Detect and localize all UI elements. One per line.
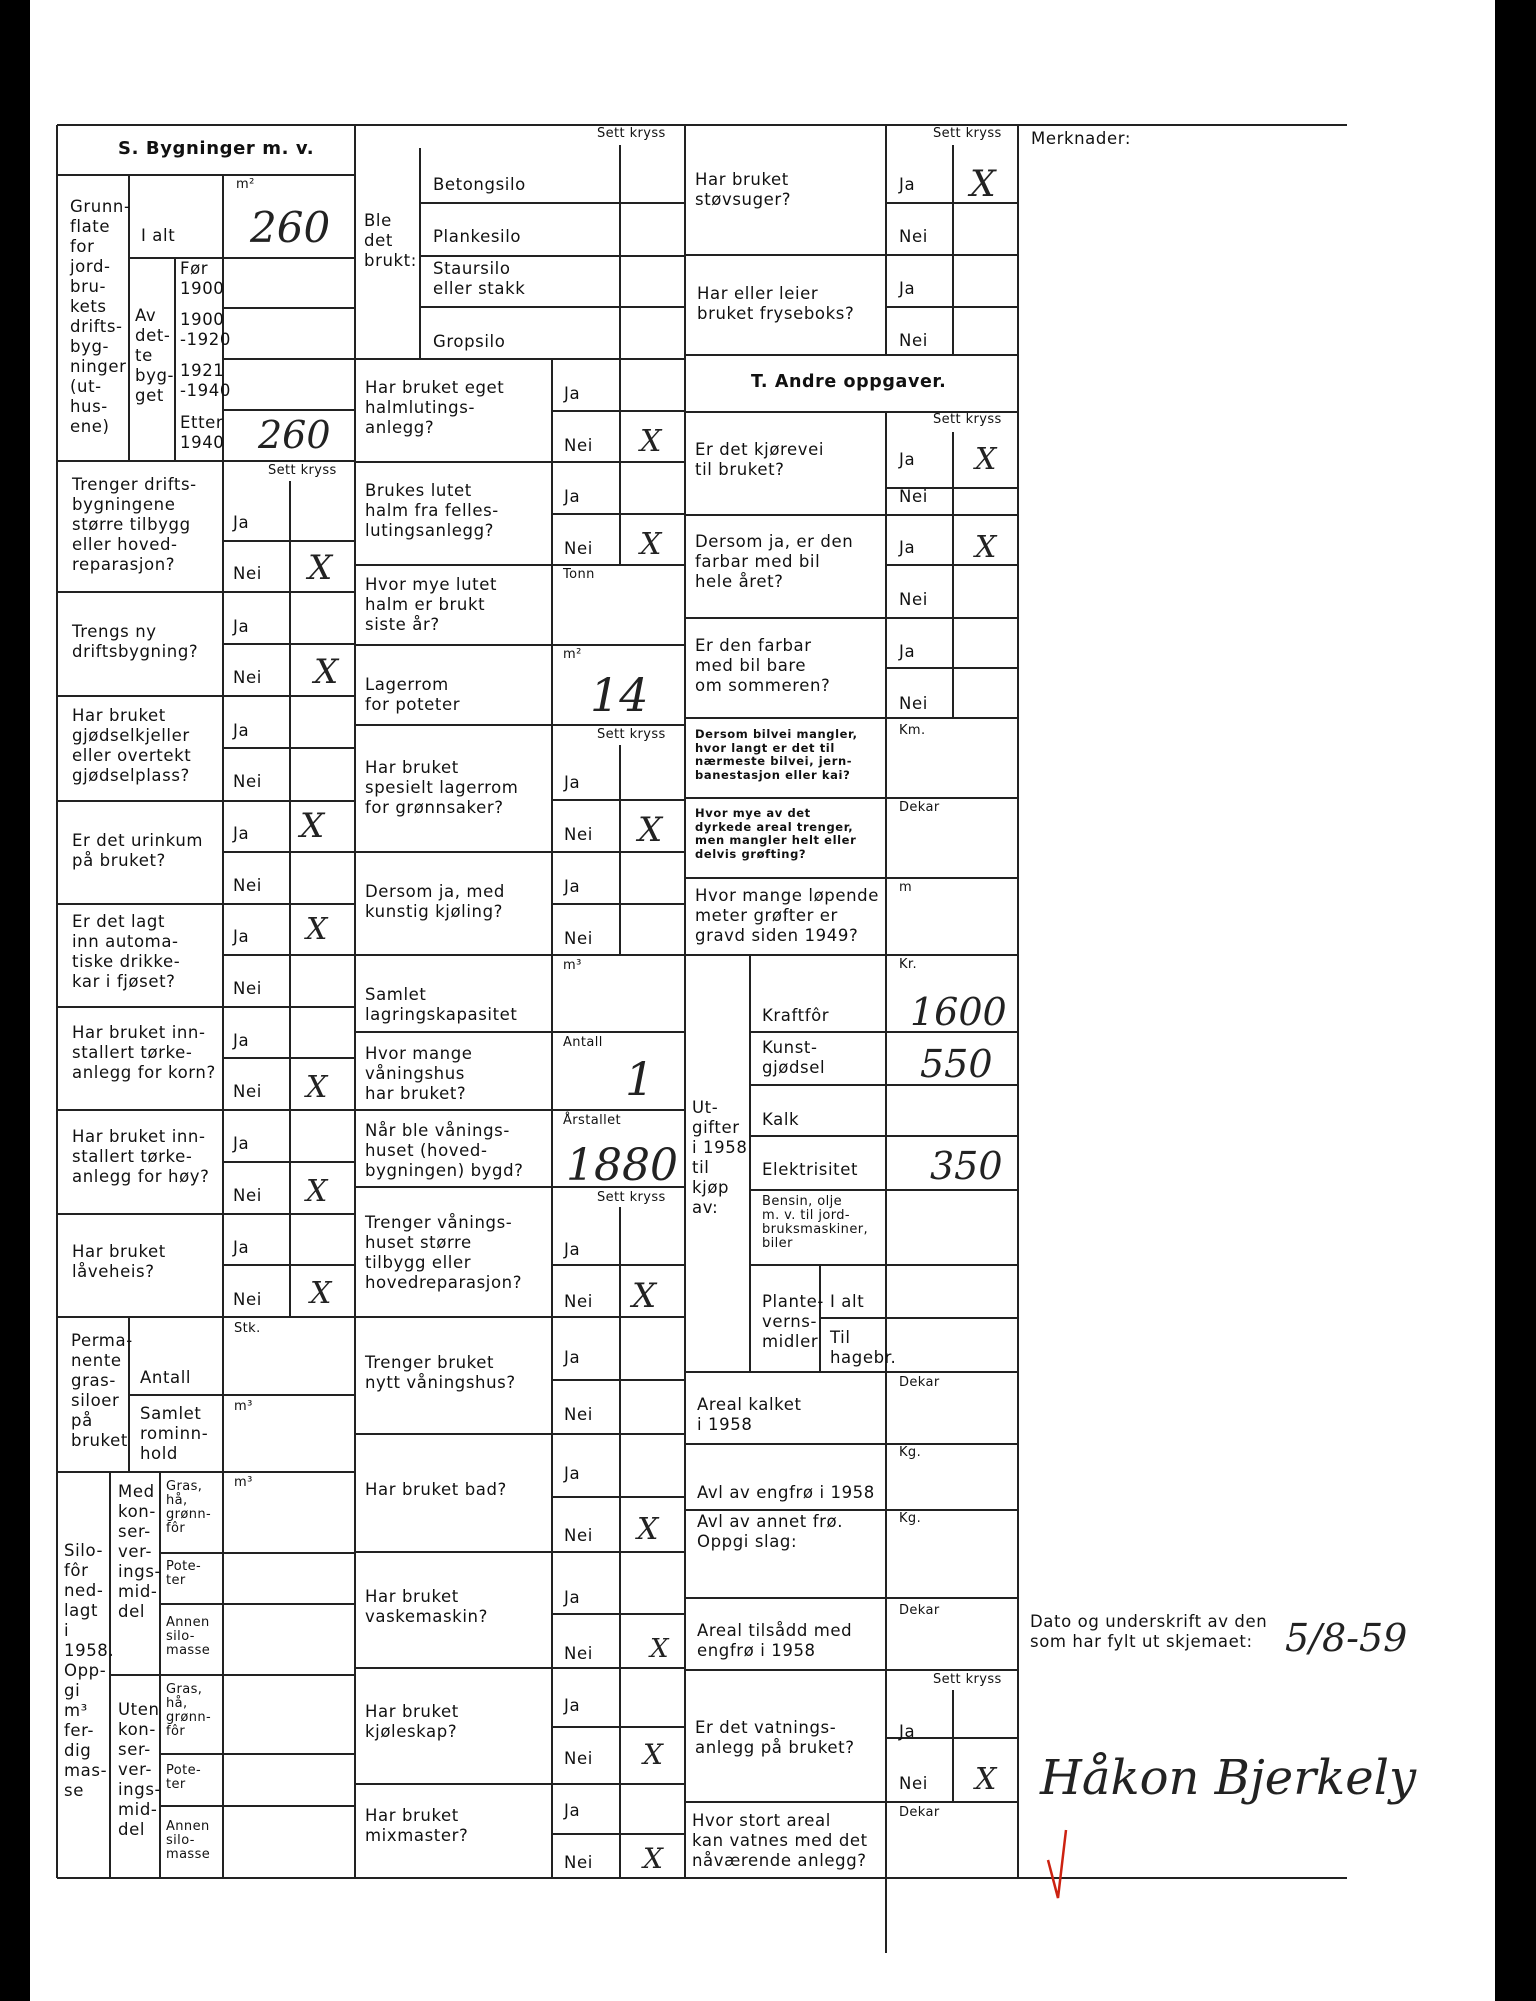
i-alt-value: 260: [250, 203, 331, 252]
q-vatnes-areal: Hvor stort areal kan vatnes med det nåværende anlegg?: [692, 1811, 868, 1870]
mark-x: X: [975, 1762, 997, 1797]
nei-label: Nei: [564, 1292, 593, 1311]
merknader-label: Merknader:: [1031, 129, 1131, 148]
mark-x: X: [308, 548, 333, 588]
ja-label: Ja: [233, 1238, 250, 1257]
q-tilsaadd: Areal tilsådd med engfrø i 1958: [697, 1621, 853, 1660]
sett-kryss-r: Sett kryss: [933, 126, 1002, 141]
nei-label: Nei: [233, 772, 262, 791]
section-s-title: S. Bygninger m. v.: [118, 138, 315, 159]
nei-label: Nei: [564, 1405, 593, 1424]
bygd-value: 1880: [566, 1140, 678, 1191]
q-nytt-vaningshus: Trenger bruket nytt våningshus?: [365, 1353, 516, 1392]
utgifter-label: Ut- gifter i 1958 til kjøp av:: [692, 1098, 748, 1217]
ble-det-brukt: Ble det brukt:: [364, 211, 417, 270]
i-alt-label: I alt: [141, 226, 176, 245]
ja-label: Ja: [233, 1134, 250, 1153]
q-stovsuger: Har bruket støvsuger?: [695, 170, 792, 209]
nei-label: Nei: [233, 1290, 262, 1309]
row-poteter: Pote- ter: [166, 1763, 202, 1792]
q-drifts-tilbygg: Trenger drifts- bygningene større tilbygg eller hoved- reparasjon?: [72, 475, 197, 574]
kalk-label: Kalk: [762, 1110, 800, 1129]
uten-konservering: Uten kon- ser- ver- ings- mid- del: [118, 1700, 162, 1839]
grunnflate-unit: m²: [236, 177, 255, 192]
ja-label: Ja: [233, 824, 250, 843]
q-torke-korn: Har bruket inn- stallert tørke- anlegg for korn?: [72, 1023, 216, 1082]
row-gras: Gras, hå, grønn- fôr: [166, 1479, 212, 1536]
q-laveheis: Har bruket låveheis?: [72, 1242, 166, 1281]
period-1921-1940: 1921 -1940: [180, 361, 231, 400]
sett-kryss-s: Sett kryss: [268, 463, 337, 478]
mark-x: X: [638, 810, 663, 850]
period-etter-1940: Etter 1940: [180, 413, 225, 452]
q-vaningshus-bygd: Når ble vånings- huset (hoved- bygningen) bygd?: [365, 1121, 524, 1180]
q-bilvei-mangler: Dersom bilvei mangler, hvor langt er det til nærmeste bilvei, jern- banestasjon eller kai?: [695, 727, 858, 782]
mark-x: X: [643, 1738, 663, 1771]
vaningshus-value: 1: [625, 1052, 655, 1106]
q-vaningshus-tilbygg: Trenger vånings- huset større tilbygg eller hovedreparasjon?: [365, 1213, 523, 1292]
mark-x: X: [632, 1276, 657, 1316]
signature: Håkon Bjerkely: [1040, 1750, 1417, 1806]
q-vatningsanlegg: Er det vatnings- anlegg på bruket?: [695, 1718, 855, 1757]
q-halmluting: Har bruket eget halmlutings- anlegg?: [365, 378, 505, 437]
ja-label: Ja: [899, 175, 916, 194]
etter-1940-value: 260: [258, 413, 331, 457]
mark-x: X: [306, 1174, 328, 1209]
q-fryseboks: Har eller leier bruket fryseboks?: [697, 284, 855, 323]
mark-x: X: [975, 530, 997, 565]
q-ny-driftsbygning: Trengs ny driftsbygning?: [72, 622, 199, 661]
period-1900-1920: 1900 -1920: [180, 310, 231, 349]
q-mye-halm: Hvor mye lutet halm er brukt siste år?: [365, 575, 498, 634]
ja-label: Ja: [233, 617, 250, 636]
mark-x: X: [310, 1276, 332, 1311]
plankesilo: Plankesilo: [433, 227, 522, 246]
betongsilo: Betongsilo: [433, 175, 526, 194]
mark-x: X: [970, 164, 996, 205]
q-annet-fro: Avl av annet frø. Oppgi slag:: [697, 1512, 844, 1551]
q-farbar-hele-aret: Dersom ja, er den farbar med bil hele året?: [695, 532, 854, 591]
samlet-unit: m³: [563, 958, 582, 973]
nei-label: Nei: [233, 1082, 262, 1101]
plantevern-hagebr: Til hagebr.: [830, 1328, 897, 1367]
nei-label: Nei: [564, 539, 593, 558]
grassiloer-label: Perma- nente gras- siloer på bruket: [71, 1331, 133, 1450]
samlet-unit: m³: [234, 1399, 253, 1414]
silofor-unit: m³: [234, 1475, 253, 1490]
mark-x: X: [640, 527, 662, 562]
sett-kryss-mid: Sett kryss: [597, 126, 666, 141]
samlet-rominnhold-label: Samlet rominn- hold: [140, 1404, 209, 1463]
q-kunstig-kjoling: Dersom ja, med kunstig kjøling?: [365, 882, 505, 921]
arstallet-unit: Årstallet: [563, 1113, 621, 1128]
nei-label: Nei: [233, 668, 262, 687]
ja-label: Ja: [233, 513, 250, 532]
mark-x: X: [300, 806, 325, 846]
antall-unit: Stk.: [234, 1321, 261, 1336]
kr-unit: Kr.: [899, 957, 918, 972]
ja-label: Ja: [564, 1696, 581, 1715]
antall-label: Antall: [140, 1368, 192, 1387]
plantevern-i-alt: I alt: [830, 1292, 865, 1311]
nei-label: Nei: [564, 1644, 593, 1663]
q-drikkekar: Er det lagt inn automa- tiske drikke- kar i fjøset?: [72, 912, 181, 991]
nei-label: Nei: [233, 1186, 262, 1205]
dato-underskrift-label: Dato og underskrift av den som har fylt ut skjemaet:: [1030, 1612, 1268, 1651]
ja-label: Ja: [233, 1031, 250, 1050]
staursilo: Staursilo eller stakk: [433, 259, 526, 298]
nei-label: Nei: [899, 487, 928, 506]
ja-label: Ja: [899, 450, 916, 469]
row-gras: Gras, hå, grønn- fôr: [166, 1682, 212, 1739]
q-grofter-meter: Hvor mange løpende meter grøfter er gravd siden 1949?: [695, 886, 879, 945]
q-vaskemaskin: Har bruket vaskemaskin?: [365, 1587, 488, 1626]
nei-label: Nei: [899, 694, 928, 713]
ja-label: Ja: [233, 721, 250, 740]
mark-x: X: [637, 1512, 659, 1547]
q-lagerrom-poteter: Lagerrom for poteter: [365, 675, 461, 714]
q-vaningshus-antall: Hvor mange våningshus har bruket?: [365, 1044, 473, 1103]
nei-label: Nei: [564, 436, 593, 455]
av-dette-label: Av det- te byg- get: [135, 306, 175, 405]
grunnflate-label: Grunn- flate for jord- bru- kets drifts- byg- ninger (ut- hus- ene): [70, 197, 131, 436]
antall-unit: Antall: [563, 1035, 603, 1050]
q-areal-kalket: Areal kalket i 1958: [697, 1395, 802, 1434]
nei-label: Nei: [899, 1774, 928, 1793]
q-gjodselkjeller: Har bruket gjødselkjeller eller overtekt gjødselplass?: [72, 706, 192, 785]
signature-date: 5/8-59: [1285, 1616, 1408, 1660]
ja-label: Ja: [233, 927, 250, 946]
section-t-title: T. Andre oppgaver.: [751, 372, 947, 392]
ja-label: Ja: [564, 1240, 581, 1259]
elektrisitet-label: Elektrisitet: [762, 1160, 859, 1179]
elektrisitet-value: 350: [930, 1144, 1003, 1188]
mark-x: X: [650, 1634, 669, 1664]
nei-label: Nei: [233, 876, 262, 895]
ja-label: Ja: [564, 1801, 581, 1820]
q-bad: Har bruket bad?: [365, 1480, 507, 1499]
mark-x: X: [306, 1070, 328, 1105]
q-mixmaster: Har bruket mixmaster?: [365, 1806, 469, 1845]
sett-kryss-mid2: Sett kryss: [597, 727, 666, 742]
ja-label: Ja: [899, 642, 916, 661]
ja-label: Ja: [899, 279, 916, 298]
nei-label: Nei: [899, 331, 928, 350]
mark-x: X: [975, 442, 997, 477]
dekar-unit: Dekar: [899, 800, 940, 815]
kraftfor-label: Kraftfôr: [762, 1006, 830, 1025]
q-grofting: Hvor mye av det dyrkede areal trenger, men mangler helt eller delvis grøfting?: [695, 806, 857, 861]
gropsilo: Gropsilo: [433, 332, 506, 351]
period-for-1900: Før 1900: [180, 259, 225, 298]
sett-kryss-r2: Sett kryss: [933, 412, 1002, 427]
mark-x: X: [306, 912, 328, 947]
q-kjoleskap: Har bruket kjøleskap?: [365, 1702, 459, 1741]
tonn-unit: Tonn: [563, 567, 595, 582]
nei-label: Nei: [564, 929, 593, 948]
dekar-unit: Dekar: [899, 1603, 940, 1618]
q-urinkum: Er det urinkum på bruket?: [72, 831, 204, 870]
q-felles-luting: Brukes lutet halm fra felles- lutingsanlegg?: [365, 481, 499, 540]
ja-label: Ja: [564, 773, 581, 792]
dekar-unit: Dekar: [899, 1805, 940, 1820]
nei-label: Nei: [233, 564, 262, 583]
row-annen: Annen silo- masse: [166, 1615, 211, 1658]
silofor-label: Silo- fôr ned- lagt i 1958. Opp- gi m³ fer- dig mas- se: [64, 1541, 115, 1800]
q-gronnsaker: Har bruket spesielt lagerrom for grønnsaker?: [365, 758, 519, 817]
nei-label: Nei: [899, 227, 928, 246]
nei-label: Nei: [564, 825, 593, 844]
q-torke-hoy: Har bruket inn- stallert tørke- anlegg for høy?: [72, 1127, 210, 1186]
dekar-unit: Dekar: [899, 1375, 940, 1390]
ja-label: Ja: [564, 384, 581, 403]
q-engfro: Avl av engfrø i 1958: [697, 1483, 875, 1502]
nei-label: Nei: [564, 1526, 593, 1545]
kg-unit: Kg.: [899, 1445, 922, 1460]
nei-label: Nei: [564, 1853, 593, 1872]
nei-label: Nei: [233, 979, 262, 998]
km-unit: Km.: [899, 723, 926, 738]
ja-label: Ja: [899, 538, 916, 557]
kraftfor-value: 1600: [910, 990, 1007, 1034]
q-kjorevei: Er det kjørevei til bruket?: [695, 440, 825, 479]
kg-unit: Kg.: [899, 1511, 922, 1526]
row-annen: Annen silo- masse: [166, 1819, 211, 1862]
nei-label: Nei: [899, 590, 928, 609]
q-lagringskapasitet: Samlet lagringskapasitet: [365, 985, 518, 1024]
lager-unit: m²: [563, 647, 582, 662]
ja-label: Ja: [899, 1722, 916, 1741]
nei-label: Nei: [564, 1749, 593, 1768]
kunstgjodsel-label: Kunst- gjødsel: [762, 1038, 826, 1077]
ja-label: Ja: [564, 1348, 581, 1367]
sett-kryss-r3: Sett kryss: [933, 1672, 1002, 1687]
mark-x: X: [640, 424, 662, 459]
sett-kryss-mid3: Sett kryss: [597, 1190, 666, 1205]
ja-label: Ja: [564, 1588, 581, 1607]
bensin-label: Bensin, olje m. v. til jord- bruksmaskiner, biler: [762, 1194, 868, 1251]
row-poteter: Pote- ter: [166, 1559, 202, 1588]
mark-x: X: [314, 652, 339, 692]
plantevern-label: Plante- verns- midler: [762, 1292, 824, 1351]
kunstgjodsel-value: 550: [920, 1042, 993, 1086]
mark-x: X: [643, 1842, 663, 1875]
m-unit: m: [899, 880, 913, 895]
q-farbar-sommer: Er den farbar med bil bare om sommeren?: [695, 636, 831, 695]
ja-label: Ja: [564, 487, 581, 506]
ja-label: Ja: [564, 1464, 581, 1483]
ja-label: Ja: [564, 877, 581, 896]
med-konservering: Med kon- ser- ver- ings- mid- del: [118, 1482, 162, 1621]
lager-value: 14: [590, 668, 649, 722]
